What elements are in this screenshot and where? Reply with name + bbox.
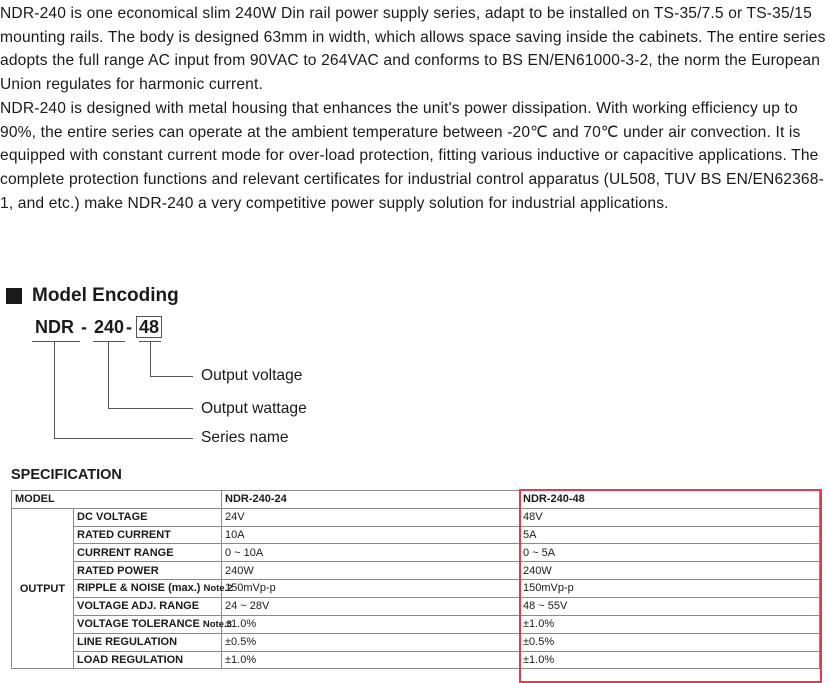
table-row <box>12 526 820 544</box>
code-wattage: 240 <box>94 317 125 337</box>
specification-table <box>11 490 820 669</box>
parameter-cell <box>74 597 222 615</box>
parameter-name: RIPPLE & NOISE (max.) <box>77 581 201 594</box>
model-24-value-cell: 10A <box>222 526 520 544</box>
output-voltage-label: Output voltage <box>201 367 303 384</box>
model-24-value-cell: 24V <box>222 508 520 526</box>
wattage-leader-line <box>108 342 109 408</box>
table-row <box>12 562 820 580</box>
table-row <box>12 544 820 562</box>
parameter-cell <box>74 508 222 526</box>
code-voltage: 48 <box>136 316 162 338</box>
square-bullet-icon <box>6 288 22 304</box>
model-24-value-cell: 240W <box>222 562 520 580</box>
model-encoding-title: Model Encoding <box>32 285 179 306</box>
model-24-value-cell: 24 ~ 28V <box>222 597 520 615</box>
code-separator: - <box>81 317 87 337</box>
model-header-cell: MODEL <box>12 491 222 509</box>
series-underline <box>32 341 80 342</box>
specification-title: SPECIFICATION <box>11 467 122 483</box>
parameter-cell <box>74 526 222 544</box>
series-leader-line <box>54 342 55 438</box>
parameter-cell <box>74 562 222 580</box>
intro-text <box>0 2 826 215</box>
model-24-value-cell: ±0.5% <box>222 633 520 651</box>
model-24-value-cell: 0 ~ 10A <box>222 544 520 562</box>
parameter-cell <box>74 633 222 651</box>
table-header-row <box>12 491 820 509</box>
wattage-leader-line <box>108 408 193 409</box>
model-48-value-cell: ±1.0% <box>520 651 820 669</box>
table-row <box>12 651 820 669</box>
model-48-value-cell: 48V <box>520 508 820 526</box>
model-48-value-cell: ±0.5% <box>520 633 820 651</box>
intro-paragraph-2: NDR-240 is designed with metal housing that enhances the unit's power dissipation. With working efficiency up to 90%, the entire series can operate at the ambient temperature between -20℃ and 70℃ under air convection. It is equipped with constant current mode for over-load protection, fitting various inductive or capacitive applications. The complete protection functions and relevant certificates for industrial control apparatus (UL508, TUV BS EN/EN62368-1, and etc.) make NDR-240 a very competitive power supply solution for industrial applications. <box>0 99 824 212</box>
model-48-header-cell: NDR-240-48 <box>520 491 820 509</box>
model-24-header-cell: NDR-240-24 <box>222 491 520 509</box>
parameter-name: RATED POWER <box>77 564 159 577</box>
parameter-cell <box>74 651 222 669</box>
parameter-note: Note.3 <box>202 618 232 630</box>
model-48-value-cell: 5A <box>520 526 820 544</box>
table-row <box>12 633 820 651</box>
model-48-value-cell: ±1.0% <box>520 615 820 633</box>
code-series: NDR <box>35 317 74 337</box>
model-48-value-cell: 48 ~ 55V <box>520 597 820 615</box>
model-encoding-heading <box>6 284 179 308</box>
parameter-name: LINE REGULATION <box>77 636 178 649</box>
model-24-value-cell: 150mVp-p <box>222 579 520 597</box>
parameter-name: VOLTAGE TOLERANCE <box>77 617 200 630</box>
voltage-leader-line <box>150 342 151 376</box>
table-row <box>12 597 820 615</box>
series-name-label: Series name <box>201 429 289 446</box>
parameter-name: RATED CURRENT <box>77 528 171 541</box>
model-encoding-diagram <box>0 310 400 460</box>
model-48-value-cell: 150mVp-p <box>520 579 820 597</box>
output-group-cell: OUTPUT <box>12 508 74 669</box>
parameter-name: VOLTAGE ADJ. RANGE <box>77 600 200 613</box>
table-row <box>12 508 820 526</box>
voltage-leader-line <box>150 376 193 377</box>
table-row <box>12 579 820 597</box>
code-separator: - <box>126 317 132 337</box>
model-48-value-cell: 240W <box>520 562 820 580</box>
parameter-cell <box>74 615 232 633</box>
parameter-cell <box>74 544 222 562</box>
parameter-name: DC VOLTAGE <box>77 511 148 524</box>
parameter-cell <box>74 579 233 597</box>
series-leader-line <box>54 438 193 439</box>
wattage-underline <box>93 341 125 342</box>
output-wattage-label: Output wattage <box>201 400 307 417</box>
model-24-value-cell: ±1.0% <box>222 615 520 633</box>
model-48-value-cell: 0 ~ 5A <box>520 544 820 562</box>
parameter-name: LOAD REGULATION <box>77 653 184 666</box>
parameter-note: Note.2 <box>203 582 233 594</box>
table-row <box>12 615 820 633</box>
intro-paragraph-1: NDR-240 is one economical slim 240W Din rail power supply series, adapt to be installed on TS-35/7.5 or TS-35/15 mounting rails. The body is designed 63mm in width, which allows space saving inside the cabinets. The entire series adopts the full range AC input from 90VAC to 264VAC and conforms to BS EN/EN61000-3-2, the norm the European Union regulates for harmonic current. <box>0 5 826 94</box>
model-24-value-cell: ±1.0% <box>222 651 520 669</box>
parameter-name: CURRENT RANGE <box>77 546 174 559</box>
